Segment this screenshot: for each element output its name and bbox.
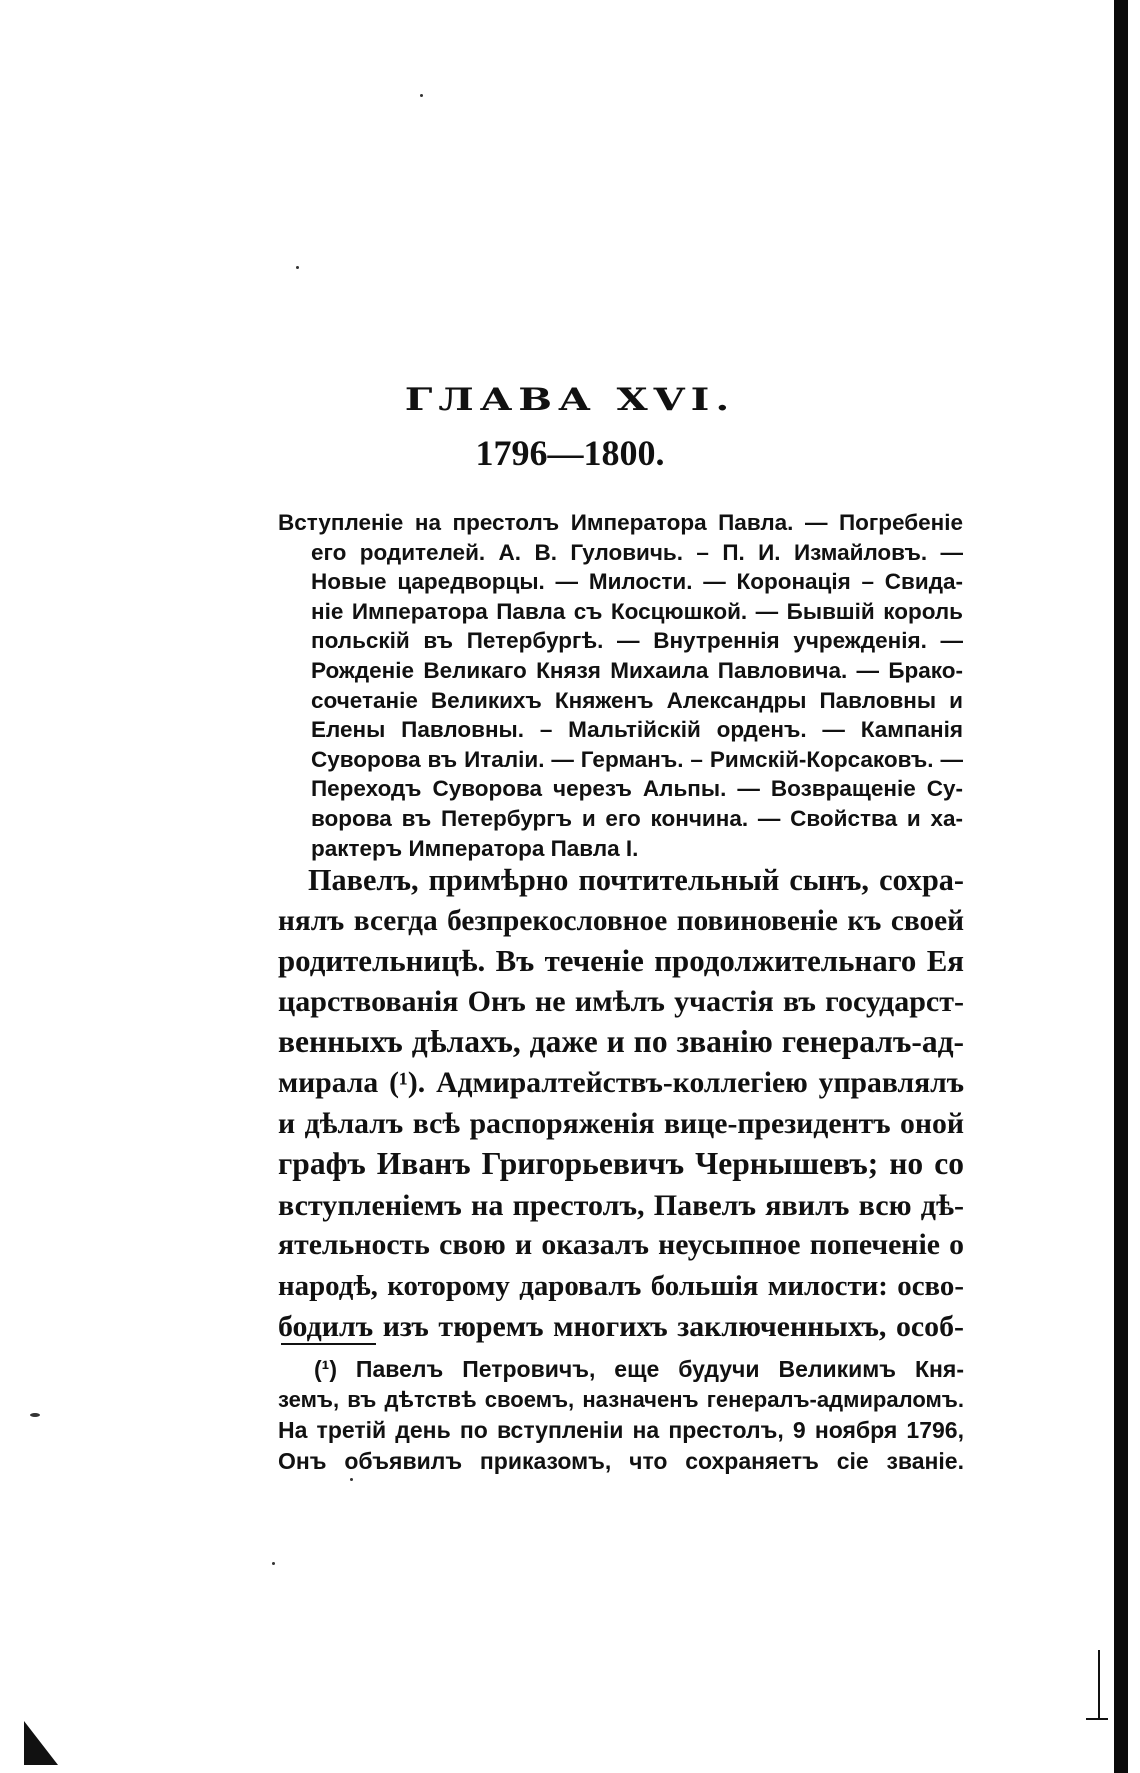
scan-speck <box>420 94 423 97</box>
body-line: вступленіемъ на престолъ, Павелъ явилъ всю дѣ- <box>278 1187 964 1222</box>
footnote-line: Онъ объявилъ приказомъ, что сохраняетъ сіе званіе. <box>278 1447 964 1474</box>
footnote-line: На третій день по вступленіи на престолъ, 9 ноября 1796, <box>278 1417 964 1443</box>
body-line: родительницѣ. Въ теченіе продолжительнаго Ея <box>278 943 964 979</box>
scan-corner-mark <box>24 1721 58 1765</box>
summary-line: Переходъ Суворова черезъ Альпы. — Возвращеніе Су- <box>311 776 963 802</box>
scan-edge-mark <box>1098 1650 1100 1720</box>
body-line: нялъ всегда безпрекословное повиновеніе къ своей <box>278 904 964 937</box>
scan-speck <box>272 1562 275 1565</box>
summary-line: ніе Императора Павла съ Косцюшкой. — Бывшій король <box>311 598 963 624</box>
body-line: ятельность свою и оказалъ неусыпное попеченіе о <box>278 1228 964 1262</box>
body-text <box>278 860 964 1347</box>
summary-line: Елены Павловны. – Мальтійскій орденъ. — Кампанія <box>311 717 963 743</box>
body-line: венныхъ дѣлахъ, даже и по званію генералъ-ад- <box>278 1024 964 1060</box>
body-line: мирала (¹). Адмиралтействъ-коллегіею управлялъ <box>278 1066 964 1099</box>
scan-speck <box>350 1478 353 1481</box>
summary-line: Новые царедворцы. — Милости. — Коронація – Свида- <box>311 569 963 595</box>
body-line: и дѣлалъ всѣ распоряженія вице-президентъ оной <box>278 1107 964 1140</box>
body-line: Павелъ, примѣрно почтительный сынъ, сохра- <box>308 863 964 897</box>
body-line: бодилъ изъ тюремъ многихъ заключенныхъ, особ- <box>278 1309 964 1343</box>
chapter-title: ГЛАВА XVI. <box>404 381 736 418</box>
footnote-rule <box>281 1343 376 1345</box>
summary-line: Вступленіе на престолъ Императора Павла. — Погребеніе <box>278 510 963 535</box>
footnote-line: земъ, въ дѣтствѣ своемъ, назначенъ генералъ-адмираломъ. <box>278 1386 964 1412</box>
scan-edge-bar <box>1114 0 1128 1773</box>
summary-line: сочетаніе Великихъ Княженъ Александры Павловны и <box>311 687 963 713</box>
scan-speck <box>296 266 299 269</box>
chapter-years: 1796—1800. <box>475 433 665 473</box>
summary-line: Суворова въ Италіи. — Германъ. – Римскій-Корсаковъ. — <box>311 746 963 772</box>
summary-line: его родителей. А. В. Гуловичь. – П. И. Измайловъ. — <box>311 539 963 565</box>
body-line: народѣ, которому даровалъ большія милости: осво- <box>278 1269 964 1302</box>
chapter-summary <box>278 508 963 863</box>
footnote <box>278 1354 964 1476</box>
summary-line: рактеръ Императора Павла I. <box>311 835 639 861</box>
scan-edge-mark <box>1086 1718 1108 1720</box>
summary-line: польскій въ Петербургѣ. — Внутреннія учрежденія. — <box>311 628 963 654</box>
summary-line: ворова въ Петербургъ и его кончина. — Свойства и ха- <box>311 805 963 831</box>
body-line: царствованія Онъ не имѣлъ участія въ государст- <box>278 984 964 1018</box>
summary-line: Рожденіе Великаго Князя Михаила Павловича. — Брако- <box>311 657 963 683</box>
body-line: графъ Иванъ Григорьевичъ Чернышевъ; но со <box>278 1146 964 1182</box>
scan-speck <box>30 1413 40 1417</box>
footnote-line: (¹) Павелъ Петровичъ, еще будучи Великимъ Кня- <box>314 1356 964 1382</box>
